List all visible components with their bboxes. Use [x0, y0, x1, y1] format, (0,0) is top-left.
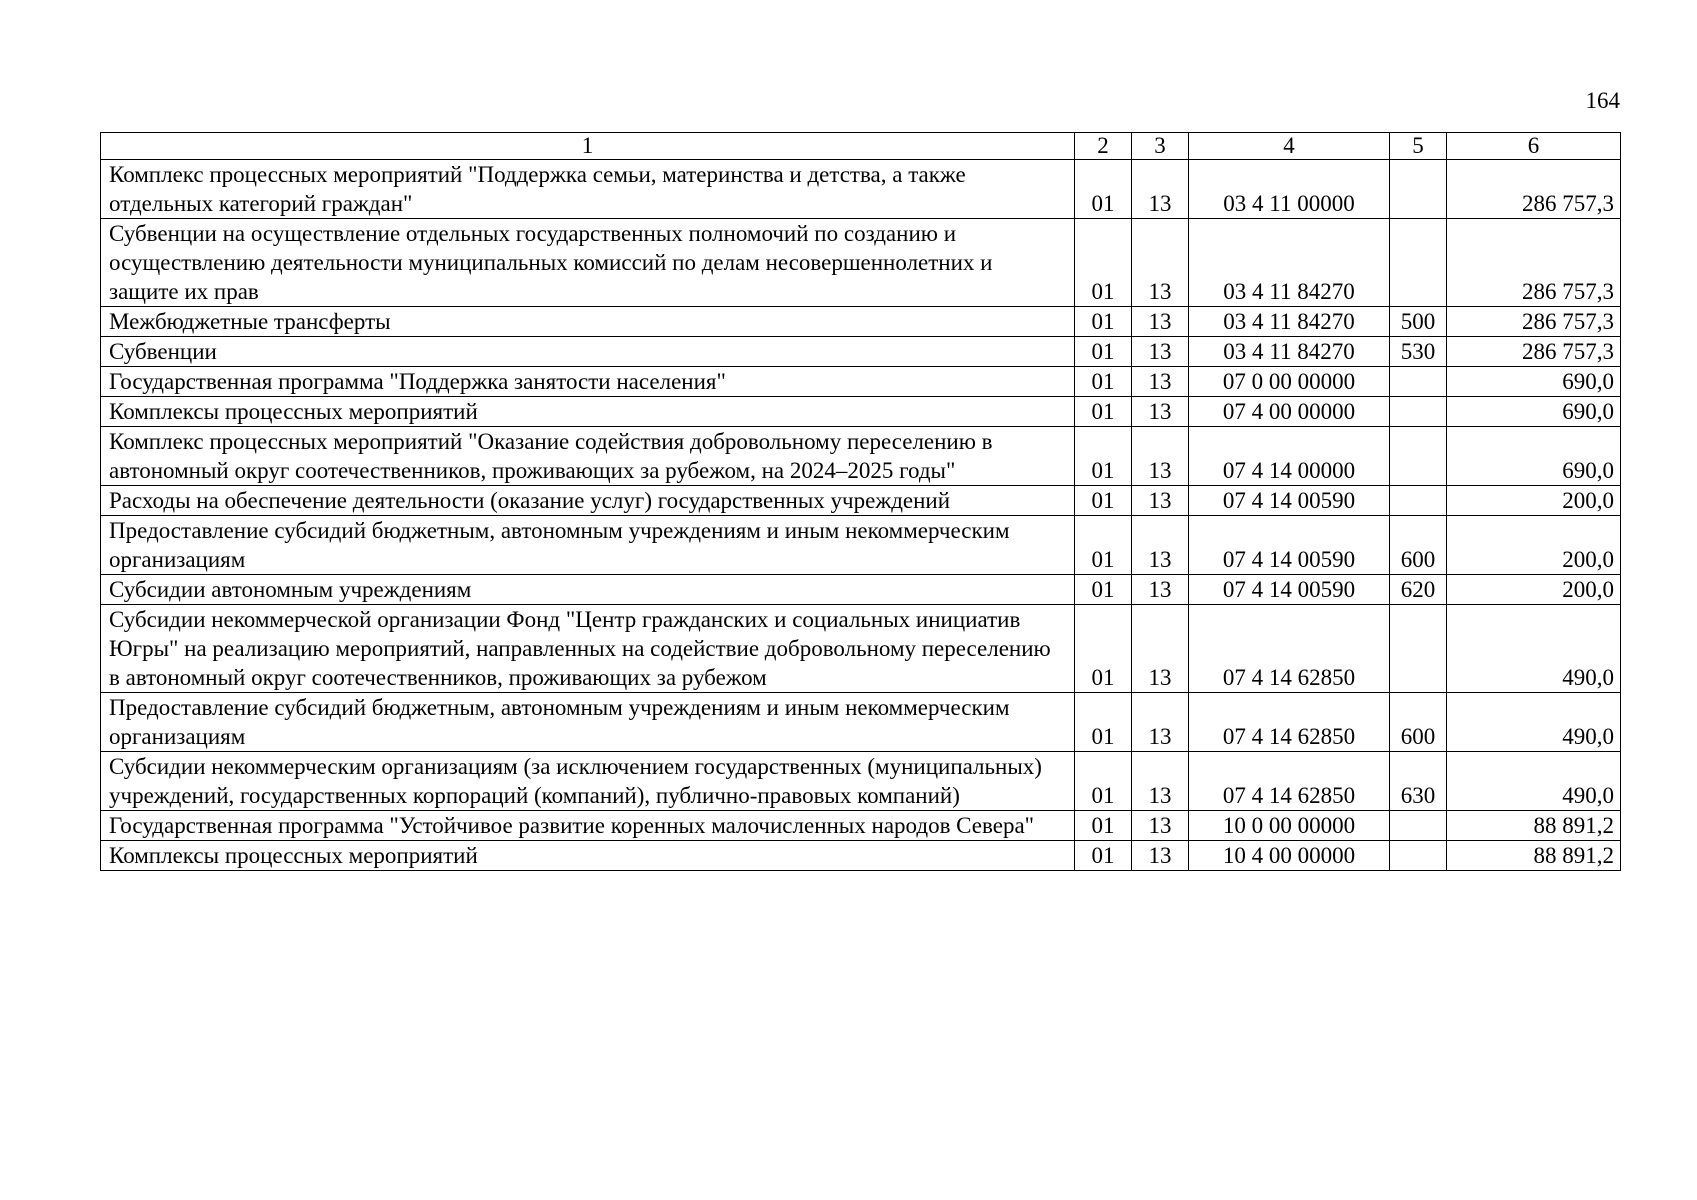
expense-type-cell: [1390, 219, 1447, 307]
expense-type-cell: 620: [1390, 575, 1447, 605]
subsection-code-cell: 13: [1132, 160, 1189, 219]
subsection-code-cell: 13: [1132, 516, 1189, 575]
subsection-code-cell: 13: [1132, 575, 1189, 605]
section-code-cell: 01: [1075, 605, 1132, 693]
table-row: [101, 605, 1621, 693]
expense-type-cell: [1390, 841, 1447, 871]
row-name-cell: Субсидии некоммерческой организации Фонд "Центр гражданских и социальных инициатив Югры" на реализацию мероприятий, направленных на содействие добровольному переселению в автономный округ соотечественников, проживающих за рубежом: [101, 605, 1075, 693]
row-name-cell: Субвенции: [101, 337, 1075, 367]
budget-table: [100, 132, 1621, 871]
table-row: [101, 752, 1621, 811]
table-row: [101, 219, 1621, 307]
row-name-cell: Предоставление субсидий бюджетным, автономным учреждениям и иным некоммерческим организациям: [101, 516, 1075, 575]
expense-type-cell: [1390, 605, 1447, 693]
target-article-cell: 10 4 00 00000: [1189, 841, 1390, 871]
target-article-cell: 03 4 11 84270: [1189, 307, 1390, 337]
section-code-cell: 01: [1075, 427, 1132, 486]
row-name-cell: Комплекс процессных мероприятий "Оказание содействия добровольному переселению в автономный округ соотечественников, проживающих за рубежом, на 2024–2025 годы": [101, 427, 1075, 486]
target-article-cell: 07 4 00 00000: [1189, 397, 1390, 427]
table-row: [101, 367, 1621, 397]
expense-type-cell: [1390, 367, 1447, 397]
row-name-cell: Субвенции на осуществление отдельных государственных полномочий по созданию и осуществлению деятельности муниципальных комиссий по делам несовершеннолетних и защите их прав: [101, 219, 1075, 307]
amount-cell: 690,0: [1447, 367, 1621, 397]
row-name-cell: Межбюджетные трансферты: [101, 307, 1075, 337]
target-article-cell: 07 4 14 00590: [1189, 486, 1390, 516]
expense-type-cell: 600: [1390, 693, 1447, 752]
row-name-cell: Комплексы процессных мероприятий: [101, 841, 1075, 871]
amount-cell: 286 757,3: [1447, 160, 1621, 219]
column-header: 5: [1390, 133, 1447, 160]
amount-cell: 286 757,3: [1447, 337, 1621, 367]
header-row: [101, 133, 1621, 160]
table-row: [101, 397, 1621, 427]
target-article-cell: 07 0 00 00000: [1189, 367, 1390, 397]
subsection-code-cell: 13: [1132, 841, 1189, 871]
subsection-code-cell: 13: [1132, 486, 1189, 516]
expense-type-cell: [1390, 427, 1447, 486]
row-name-cell: Предоставление субсидий бюджетным, автономным учреждениям и иным некоммерческим организациям: [101, 693, 1075, 752]
table-row: [101, 575, 1621, 605]
column-header: 6: [1447, 133, 1621, 160]
amount-cell: 286 757,3: [1447, 219, 1621, 307]
column-header: 3: [1132, 133, 1189, 160]
table-row: [101, 516, 1621, 575]
section-code-cell: 01: [1075, 575, 1132, 605]
target-article-cell: 10 0 00 00000: [1189, 811, 1390, 841]
table-row: [101, 337, 1621, 367]
expense-type-cell: 630: [1390, 752, 1447, 811]
subsection-code-cell: 13: [1132, 811, 1189, 841]
table-row: [101, 811, 1621, 841]
expense-type-cell: [1390, 160, 1447, 219]
table-row: [101, 160, 1621, 219]
target-article-cell: 03 4 11 84270: [1189, 337, 1390, 367]
target-article-cell: 07 4 14 00590: [1189, 516, 1390, 575]
section-code-cell: 01: [1075, 486, 1132, 516]
amount-cell: 490,0: [1447, 693, 1621, 752]
section-code-cell: 01: [1075, 397, 1132, 427]
expense-type-cell: [1390, 486, 1447, 516]
expense-type-cell: 530: [1390, 337, 1447, 367]
target-article-cell: 07 4 14 62850: [1189, 752, 1390, 811]
row-name-cell: Государственная программа "Поддержка занятости населения": [101, 367, 1075, 397]
amount-cell: 88 891,2: [1447, 811, 1621, 841]
table-row: [101, 693, 1621, 752]
expense-type-cell: [1390, 397, 1447, 427]
expense-type-cell: [1390, 811, 1447, 841]
amount-cell: 690,0: [1447, 397, 1621, 427]
target-article-cell: 07 4 14 62850: [1189, 605, 1390, 693]
column-header: 1: [101, 133, 1075, 160]
table-row: [101, 841, 1621, 871]
table-row: [101, 427, 1621, 486]
expense-type-cell: 600: [1390, 516, 1447, 575]
section-code-cell: 01: [1075, 307, 1132, 337]
section-code-cell: 01: [1075, 811, 1132, 841]
subsection-code-cell: 13: [1132, 605, 1189, 693]
row-name-cell: Расходы на обеспечение деятельности (оказание услуг) государственных учреждений: [101, 486, 1075, 516]
target-article-cell: 03 4 11 00000: [1189, 160, 1390, 219]
subsection-code-cell: 13: [1132, 307, 1189, 337]
amount-cell: 200,0: [1447, 486, 1621, 516]
subsection-code-cell: 13: [1132, 337, 1189, 367]
section-code-cell: 01: [1075, 752, 1132, 811]
row-name-cell: Комплексы процессных мероприятий: [101, 397, 1075, 427]
column-header: 4: [1189, 133, 1390, 160]
amount-cell: 88 891,2: [1447, 841, 1621, 871]
target-article-cell: 03 4 11 84270: [1189, 219, 1390, 307]
section-code-cell: 01: [1075, 367, 1132, 397]
column-header: 2: [1075, 133, 1132, 160]
row-name-cell: Субсидии автономным учреждениям: [101, 575, 1075, 605]
row-name-cell: Государственная программа "Устойчивое развитие коренных малочисленных народов Севера": [101, 811, 1075, 841]
section-code-cell: 01: [1075, 219, 1132, 307]
target-article-cell: 07 4 14 00590: [1189, 575, 1390, 605]
table-row: [101, 307, 1621, 337]
amount-cell: 286 757,3: [1447, 307, 1621, 337]
expense-type-cell: 500: [1390, 307, 1447, 337]
section-code-cell: 01: [1075, 160, 1132, 219]
subsection-code-cell: 13: [1132, 693, 1189, 752]
amount-cell: 490,0: [1447, 605, 1621, 693]
subsection-code-cell: 13: [1132, 367, 1189, 397]
table-body: [101, 160, 1621, 871]
table-row: [101, 486, 1621, 516]
target-article-cell: 07 4 14 00000: [1189, 427, 1390, 486]
target-article-cell: 07 4 14 62850: [1189, 693, 1390, 752]
subsection-code-cell: 13: [1132, 752, 1189, 811]
row-name-cell: Субсидии некоммерческим организациям (за исключением государственных (муниципальных) учреждений, государственных корпораций (компаний), публично-правовых компаний): [101, 752, 1075, 811]
section-code-cell: 01: [1075, 841, 1132, 871]
subsection-code-cell: 13: [1132, 219, 1189, 307]
subsection-code-cell: 13: [1132, 397, 1189, 427]
subsection-code-cell: 13: [1132, 427, 1189, 486]
amount-cell: 490,0: [1447, 752, 1621, 811]
section-code-cell: 01: [1075, 337, 1132, 367]
amount-cell: 690,0: [1447, 427, 1621, 486]
amount-cell: 200,0: [1447, 575, 1621, 605]
section-code-cell: 01: [1075, 693, 1132, 752]
row-name-cell: Комплекс процессных мероприятий "Поддержка семьи, материнства и детства, а также отдельных категорий граждан": [101, 160, 1075, 219]
section-code-cell: 01: [1075, 516, 1132, 575]
amount-cell: 200,0: [1447, 516, 1621, 575]
page-number: 164: [1585, 88, 1620, 113]
